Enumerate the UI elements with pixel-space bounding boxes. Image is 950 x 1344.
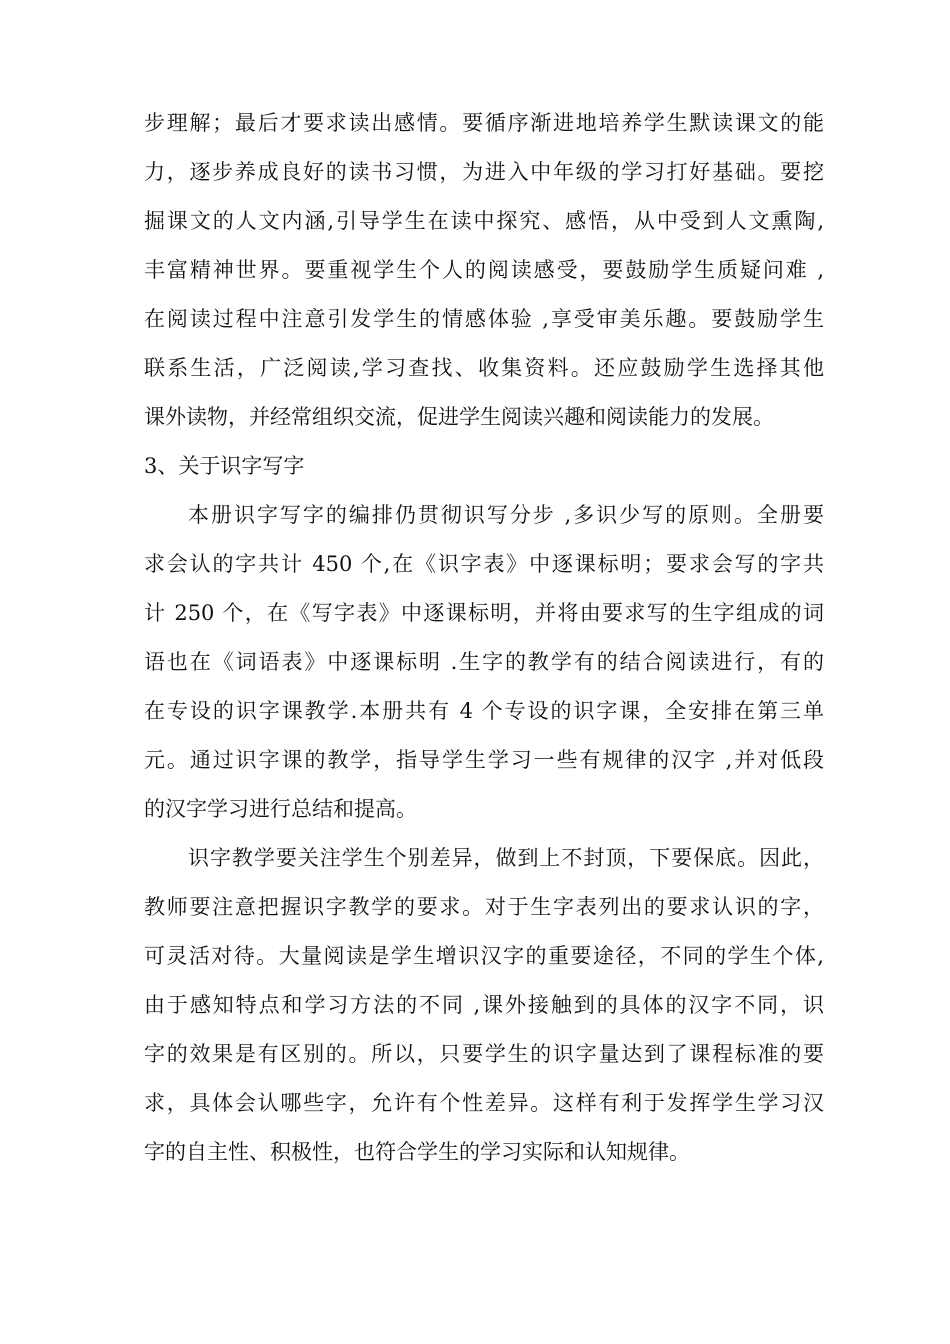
text-line: 的汉字学习进行总结和提高。	[144, 797, 417, 821]
text-line: 联系生活，广泛阅读,学习查找、收集资料。还应鼓励学生选择其他	[144, 356, 824, 380]
text-line: 掘课文的人文内涵,引导学生在读中探究、感悟，从中受到人文熏陶,	[144, 209, 824, 233]
text-line: 在阅读过程中注意引发学生的情感体验 ,享受审美乐趣。要鼓励学生	[144, 307, 824, 331]
body-text	[144, 99, 824, 1177]
text-line: 计 250 个，在《写字表》中逐课标明，并将由要求写的生字组成的词	[144, 601, 824, 625]
text-line: 本册识字写字的编排仍贯彻识写分步 ,多识少写的原则。全册要	[188, 503, 824, 527]
text-line: 可灵活对待。大量阅读是学生增识汉字的重要途径，不同的学生个体,	[144, 944, 824, 968]
text-line: 力，逐步养成良好的读书习惯，为进入中年级的学习打好基础。要挖	[144, 160, 824, 184]
text-line: 元。通过识字课的教学，指导学生学习一些有规律的汉字 ,并对低段	[144, 748, 824, 772]
paragraph	[144, 491, 824, 834]
text-line: 课外读物，并经常组织交流，促进学生阅读兴趣和阅读能力的发展。	[144, 405, 774, 429]
heading-text: 3、关于识字写字	[144, 454, 305, 478]
text-line: 求，具体会认哪些字，允许有个性差异。这样有利于发挥学生学习汉	[144, 1091, 824, 1115]
text-line: 字的自主性、积极性，也符合学生的学习实际和认知规律。	[144, 1140, 690, 1164]
text-line: 在专设的识字课教学.本册共有 4 个专设的识字课，全安排在第三单	[144, 699, 824, 723]
paragraph	[144, 99, 824, 442]
text-line: 字的效果是有区别的。所以，只要学生的识字量达到了课程标准的要	[144, 1042, 824, 1066]
text-line: 教师要注意把握识字教学的要求。对于生字表列出的要求认识的字，	[144, 895, 824, 919]
text-line: 步理解；最后才要求读出感情。要循序渐进地培养学生默读课文的能	[144, 111, 824, 135]
paragraph	[144, 834, 824, 1177]
section-heading	[144, 442, 824, 491]
text-line: 语也在《词语表》中逐课标明 .生字的教学有的结合阅读进行，有的	[144, 650, 824, 674]
text-line: 求会认的字共计 450 个,在《识字表》中逐课标明；要求会写的字共	[144, 552, 824, 576]
text-line: 由于感知特点和学习方法的不同 ,课外接触到的具体的汉字不同，识	[144, 993, 824, 1017]
text-line: 识字教学要关注学生个别差异，做到上不封顶，下要保底。因此，	[188, 846, 824, 870]
text-line: 丰富精神世界。要重视学生个人的阅读感受，要鼓励学生质疑问难 ,	[144, 258, 824, 282]
